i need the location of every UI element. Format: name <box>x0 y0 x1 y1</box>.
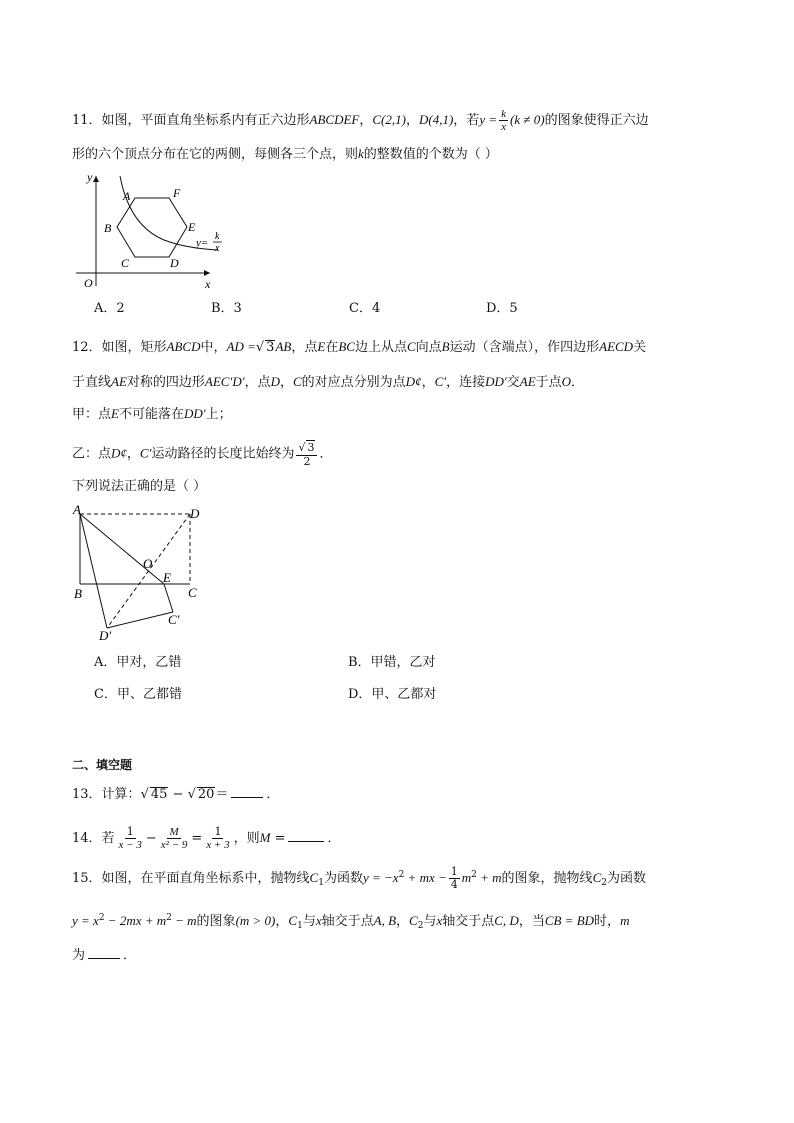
q11-line2 <box>72 145 498 164</box>
q12-rect-name: ABCD <box>166 339 201 354</box>
q11-sep: ， <box>359 113 373 128</box>
q11-option-a: A．2 <box>94 301 125 316</box>
q11-line1 <box>72 108 649 133</box>
q12-d1: D <box>270 374 280 389</box>
q12-question: 下列说法正确的是（ ） <box>72 479 207 494</box>
q15-sup3: 2 <box>98 913 105 923</box>
q14-f2n: M <box>169 826 179 838</box>
q12-dq: D¢ <box>405 374 422 389</box>
q15-end: ． <box>123 948 137 963</box>
q15-l1c: 的图象，抛物线 <box>501 871 593 886</box>
q11-hexagon-name: ABCDEF <box>309 112 360 127</box>
q11-condition: (k ≠ 0) <box>510 112 545 127</box>
q15-l2h: 轴交于点 <box>321 914 374 929</box>
q11-tail: 的图象使得正六边 <box>544 113 649 128</box>
q11-label-x: x <box>205 277 211 291</box>
q12-ae2: AE <box>519 374 536 389</box>
q15-line1 <box>72 866 646 892</box>
q12-line2i: 于点 <box>535 375 562 390</box>
q15-cond: CB = BD <box>544 913 595 928</box>
q12-bc: BC <box>338 339 355 354</box>
q11-frac-den: x <box>501 121 506 133</box>
q15-ab: A, B <box>373 913 397 928</box>
q12-jia-a: 甲：点 <box>72 407 112 422</box>
q13-root-sym1: √ <box>140 787 149 802</box>
q11-point-d: D(4,1) <box>419 112 454 127</box>
q15-fd: 4 <box>450 878 458 891</box>
q12-line2b: 对称的四边形 <box>126 375 205 390</box>
q13-lead: 13．计算： <box>72 787 141 802</box>
q11-line2b: 的整数值的个数为（ ） <box>363 147 498 162</box>
q14-blank[interactable] <box>288 829 324 842</box>
q12-jia <box>72 405 232 424</box>
q11-option-b: B．3 <box>211 301 242 316</box>
q15-l1b: 为函数 <box>323 871 363 886</box>
q15-line3 <box>72 946 136 965</box>
q14-f1n: 1 <box>126 825 134 838</box>
q15-l1d: 为函数 <box>606 871 646 886</box>
q12-line-cpe <box>164 584 173 612</box>
q15-c2: C <box>592 870 602 885</box>
q15-c1: C <box>309 870 319 885</box>
q11-hexagon <box>117 198 187 257</box>
q14-eq2: = <box>270 831 286 846</box>
q12-yi-num <box>296 440 317 456</box>
q12-option-a: A．甲对，乙错 <box>94 655 182 670</box>
q13-root2: 20 <box>197 787 215 802</box>
q12-label-dp: D′ <box>99 628 112 643</box>
q14-frac3 <box>204 826 231 851</box>
q12-label-d: D <box>190 506 200 521</box>
q15-l2e: (m > 0) <box>235 913 276 928</box>
q12-ae1: AE <box>111 374 127 389</box>
q14-frac1 <box>117 826 144 851</box>
q14-lead: 14．若 <box>72 831 115 846</box>
q12-yi-den: 2 <box>303 455 311 468</box>
q11-fraction <box>499 108 508 133</box>
q12-line2j: ． <box>571 375 585 390</box>
q12-figure <box>70 500 220 645</box>
q13-root-sym2: √ <box>187 787 196 802</box>
q12-yi-root-sym: √ <box>298 441 306 454</box>
q13-root1: 45 <box>150 787 168 802</box>
q15-c1b: C <box>288 913 298 928</box>
q11-frac-num: k <box>501 108 506 120</box>
q11-k-var: k <box>358 146 364 161</box>
q11-label-y: y <box>87 170 93 184</box>
q12-line1f: 向点 <box>415 340 442 355</box>
q12-line2d: ， <box>279 375 293 390</box>
q15-blank[interactable] <box>88 946 120 959</box>
q11-sep2: ， <box>405 113 419 128</box>
q15-f1d: + m <box>476 870 502 885</box>
q12-line1c: ，点 <box>291 340 318 355</box>
q15-sup4: 2 <box>166 913 172 923</box>
q12-root-sym: √ <box>255 340 265 355</box>
q12-line-ae <box>80 514 164 584</box>
q11-lead: 11．如图，平面直角坐标系内有正六边形 <box>72 113 310 128</box>
q15-f1c: m <box>461 870 472 885</box>
q12-e1: E <box>317 339 326 354</box>
q11-label-e: E <box>188 220 196 234</box>
q12-line1b: 中， <box>200 340 227 355</box>
q12-line1 <box>72 338 646 357</box>
q14-f3d: x + 3 <box>206 839 230 851</box>
q12-b1: B <box>441 339 450 354</box>
q12-yi-root: 3 <box>307 441 315 454</box>
q15-fn: 1 <box>450 865 458 878</box>
q12-ddp2: DD′ <box>183 406 206 421</box>
q11-line2a: 形的六个顶点分布在它的两侧，每侧各三个点，则 <box>72 147 359 162</box>
q15-x1: x <box>315 913 322 928</box>
q14-eq: = <box>191 831 203 846</box>
q12-option-b: B．甲错，乙对 <box>348 655 436 670</box>
q12-line2 <box>72 373 584 392</box>
q15-l2a: y = x <box>72 913 99 928</box>
q12-root-val: 3 <box>266 340 275 355</box>
q15-c2b: C <box>409 913 418 928</box>
q15-l2k: 轴交于点 <box>442 914 495 929</box>
q12-aecpdp: AEC′D′ <box>204 374 245 389</box>
q12-label-o: O <box>143 556 153 571</box>
q12-aecd: AECD <box>599 339 634 354</box>
q12-c1: C <box>406 339 416 354</box>
q15-f1b: + mx − <box>404 870 447 885</box>
q15-l2b: − 2mx + m <box>104 913 167 928</box>
q11-figure <box>72 168 232 292</box>
q12-line-dpcp <box>107 612 173 628</box>
q11-label-o: O <box>84 276 93 290</box>
q12-line1e: 边上从点 <box>354 340 407 355</box>
q14-m: M <box>259 830 271 845</box>
q12-jia-b: 不可能落在 <box>118 407 184 422</box>
q12-line2f: ， <box>421 375 435 390</box>
q12-yi-end: ． <box>319 446 333 462</box>
q15-sup2: 2 <box>471 870 477 880</box>
q15-frac <box>449 866 460 891</box>
q11-point-c: C(2,1) <box>372 112 406 127</box>
q15-l1a: 15．如图，在平面直角坐标系中，抛物线 <box>72 871 310 886</box>
q15-sub1b: 1 <box>297 921 303 931</box>
q15-l2i: ， <box>396 914 410 929</box>
q12-label-e: E <box>163 570 171 585</box>
q15-l2l: ，当 <box>518 914 545 929</box>
q12-line-adp <box>80 514 107 628</box>
q12-yi-b: 运动路径的长度比始终为 <box>151 446 295 462</box>
q12-option-d: D．甲、乙都对 <box>348 687 437 702</box>
q12-label-cp: C′ <box>168 612 180 627</box>
q11-curve-num: k <box>215 231 220 242</box>
q11-if-text: ，若 <box>453 113 480 128</box>
q14-mid: ，则 <box>233 831 260 846</box>
q15-l2c: − m <box>171 913 197 928</box>
q12-line2h: 交 <box>506 375 520 390</box>
q12-line2g: ，连接 <box>446 375 486 390</box>
q12-line2c: ，点 <box>244 375 271 390</box>
q12-line1h: 关 <box>633 340 647 355</box>
q12-line-ddp <box>107 514 190 628</box>
q12-label-c: C <box>188 585 197 600</box>
q13-minus: − <box>168 787 188 802</box>
q15-sub1: 1 <box>318 878 324 888</box>
q15-f1a: y = −x <box>362 870 399 885</box>
q15-cd: C, D <box>494 913 519 928</box>
q13-eq: ＝ <box>215 787 229 802</box>
q12-yi-sep: ， <box>126 446 140 462</box>
q15-m: m <box>620 913 630 928</box>
q11-option-d: D．5 <box>486 301 518 316</box>
q12-eq-lhs: AD = <box>226 339 256 354</box>
q13-line <box>72 785 279 804</box>
q12-yi-a: 乙：点 <box>72 446 112 462</box>
q12-c2: C <box>292 374 302 389</box>
q12-eq-rhs: AB <box>275 339 292 354</box>
q15-l3: 为 <box>72 948 86 963</box>
q12-cp: C′ <box>434 374 447 389</box>
q12-line1d: 在 <box>325 340 339 355</box>
q15-sup1: 2 <box>398 870 405 880</box>
q12-e2: E <box>111 406 119 421</box>
q12-line1g: 运动（含端点），作四边形 <box>449 340 600 355</box>
q14-f2d: x² − 9 <box>160 839 188 851</box>
q11-curve-label: y= <box>196 237 209 249</box>
q14-frac2 <box>159 826 190 851</box>
q15-l2d: 的图象 <box>196 914 236 929</box>
q11-label-c: C <box>121 256 130 270</box>
q11-label-b: B <box>104 221 112 235</box>
section-heading: 二、填空题 <box>72 758 133 772</box>
q11-label-f: F <box>173 186 181 200</box>
q12-label-a: A <box>73 502 81 517</box>
q15-sub2: 2 <box>601 878 607 888</box>
q12-dq2: D¢ <box>111 445 127 461</box>
q14-minus: − <box>145 831 157 846</box>
q15-x2: x <box>436 913 443 928</box>
q12-cp2: C′ <box>139 445 152 461</box>
q12-jia-c: 上； <box>205 407 232 422</box>
q12-line2a: 于直线 <box>72 375 112 390</box>
q13-end: ． <box>266 787 280 802</box>
q11-label-a: A <box>123 189 131 203</box>
q15-l2m: 时， <box>594 914 621 929</box>
q12-label-b: B <box>74 586 82 601</box>
q14-f3n: 1 <box>214 825 222 838</box>
q12-ddp: DD′ <box>485 374 507 389</box>
q11-label-d: D <box>170 256 179 270</box>
q12-yi-fraction <box>296 440 317 468</box>
q15-sub2b: 2 <box>417 921 424 931</box>
q15-l2j: 与 <box>423 914 437 929</box>
q12-line2e: 的对应点分别为点 <box>301 375 406 390</box>
q13-blank[interactable] <box>231 785 263 798</box>
q15-l2g: 与 <box>302 914 316 929</box>
q14-end: ． <box>327 831 341 846</box>
q12-yi <box>72 440 332 468</box>
q12-o: O <box>561 374 572 389</box>
q15-l2f: ， <box>275 914 289 929</box>
q14-line <box>72 826 341 851</box>
q12-line1a: 12．如图，矩形 <box>72 340 167 355</box>
q12-option-c: C．甲、乙都错 <box>94 687 182 702</box>
q11-option-c: C．4 <box>349 301 381 316</box>
q11-curve-den: x <box>215 243 220 254</box>
q14-f1d: x − 3 <box>118 839 142 851</box>
q11-fn-lhs: y = <box>479 112 498 127</box>
q15-line2 <box>72 909 629 935</box>
